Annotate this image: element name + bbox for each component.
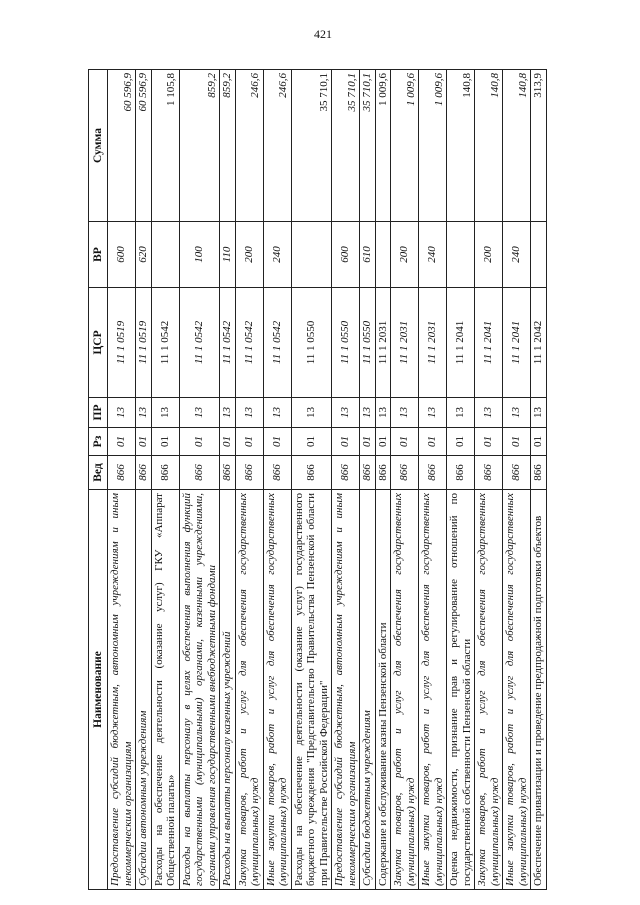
cell-csr: 11 1 0542 bbox=[179, 288, 220, 398]
cell-pr: 13 bbox=[360, 398, 376, 428]
cell-csr: 11 1 0550 bbox=[360, 288, 376, 398]
page-number: 421 bbox=[314, 27, 332, 41]
cell-rz: 01 bbox=[235, 428, 263, 456]
cell-rz: 01 bbox=[503, 428, 531, 456]
table-row bbox=[263, 70, 291, 890]
cell-sum: 60 596,9 bbox=[108, 70, 136, 222]
cell-name: Содержание и обслуживание казны Пензенской области bbox=[375, 490, 391, 890]
cell-csr: 11 1 2031 bbox=[375, 288, 391, 398]
cell-name: Иные закупки товаров, работ и услуг для обеспечения государственных (муниципальных) нужд bbox=[263, 490, 291, 890]
cell-vr: 610 bbox=[360, 222, 376, 288]
cell-sum: 246,6 bbox=[263, 70, 291, 222]
cell-pr: 13 bbox=[375, 398, 391, 428]
cell-ved: 866 bbox=[391, 456, 419, 490]
cell-sum: 140,8 bbox=[447, 70, 475, 222]
cell-pr: 13 bbox=[235, 398, 263, 428]
cell-pr: 13 bbox=[108, 398, 136, 428]
cell-name: Предоставление субсидий бюджетным, автономным учреждениям и иным некоммерческим организациям bbox=[108, 490, 136, 890]
cell-vr bbox=[375, 222, 391, 288]
table-row bbox=[108, 70, 136, 890]
cell-rz: 01 bbox=[475, 428, 503, 456]
cell-csr: 11 1 2041 bbox=[447, 288, 475, 398]
cell-sum: 35 710,1 bbox=[332, 70, 360, 222]
table-row bbox=[503, 70, 531, 890]
cell-sum: 859,2 bbox=[179, 70, 220, 222]
cell-pr: 13 bbox=[220, 398, 236, 428]
cell-vr: 620 bbox=[136, 222, 152, 288]
cell-pr: 13 bbox=[151, 398, 179, 428]
cell-pr: 13 bbox=[447, 398, 475, 428]
cell-csr: 11 1 0542 bbox=[151, 288, 179, 398]
cell-csr: 11 1 0519 bbox=[108, 288, 136, 398]
cell-name: Иные закупки товаров, работ и услуг для обеспечения государственных (муниципальных) нужд bbox=[503, 490, 531, 890]
cell-csr: 11 1 0542 bbox=[263, 288, 291, 398]
cell-csr: 11 1 2042 bbox=[531, 288, 547, 398]
cell-sum: 140,8 bbox=[503, 70, 531, 222]
cell-pr: 13 bbox=[179, 398, 220, 428]
table-row bbox=[332, 70, 360, 890]
cell-vr: 600 bbox=[108, 222, 136, 288]
header-vr: ВР bbox=[89, 222, 108, 288]
cell-csr: 11 1 2041 bbox=[475, 288, 503, 398]
cell-vr bbox=[151, 222, 179, 288]
cell-ved: 866 bbox=[263, 456, 291, 490]
cell-ved: 866 bbox=[531, 456, 547, 490]
cell-name: Предоставление субсидий бюджетным, автономным учреждениям и иным некоммерческим организациям bbox=[332, 490, 360, 890]
cell-pr: 13 bbox=[503, 398, 531, 428]
cell-ved: 866 bbox=[360, 456, 376, 490]
cell-vr: 200 bbox=[391, 222, 419, 288]
cell-pr: 13 bbox=[531, 398, 547, 428]
table-row bbox=[531, 70, 547, 890]
cell-rz: 01 bbox=[151, 428, 179, 456]
cell-sum: 60 596,9 bbox=[136, 70, 152, 222]
cell-rz: 01 bbox=[291, 428, 332, 456]
cell-sum: 1 009,6 bbox=[391, 70, 419, 222]
header-pr: ПР bbox=[89, 398, 108, 428]
table-row bbox=[179, 70, 220, 890]
header-csr: ЦСР bbox=[89, 288, 108, 398]
table-row bbox=[447, 70, 475, 890]
cell-pr: 13 bbox=[419, 398, 447, 428]
table-row bbox=[136, 70, 152, 890]
cell-name: Закупка товаров, работ и услуг для обеспечения государственных (муниципальных) нужд bbox=[391, 490, 419, 890]
cell-rz: 01 bbox=[220, 428, 236, 456]
cell-name: Расходы на выплаты персоналу в целях обеспечения выполнения функций государственными (муниципальными) органами, казенными учреждениями, органами управления государственными внебюджетными фондами bbox=[179, 490, 220, 890]
table-row bbox=[151, 70, 179, 890]
cell-name: Оценка недвижимости, признание прав и регулирование отношений по государственной собственности Пензенской области bbox=[447, 490, 475, 890]
cell-rz: 01 bbox=[360, 428, 376, 456]
cell-ved: 866 bbox=[447, 456, 475, 490]
cell-name: Закупка товаров, работ и услуг для обеспечения государственных (муниципальных) нужд bbox=[475, 490, 503, 890]
cell-rz: 01 bbox=[391, 428, 419, 456]
cell-rz: 01 bbox=[263, 428, 291, 456]
cell-pr: 13 bbox=[291, 398, 332, 428]
cell-vr bbox=[291, 222, 332, 288]
table-row bbox=[291, 70, 332, 890]
cell-vr bbox=[447, 222, 475, 288]
table-row bbox=[220, 70, 236, 890]
cell-rz: 01 bbox=[136, 428, 152, 456]
cell-ved: 866 bbox=[235, 456, 263, 490]
table-row bbox=[475, 70, 503, 890]
cell-name: Иные закупки товаров, работ и услуг для обеспечения государственных (муниципальных) нужд bbox=[419, 490, 447, 890]
cell-name: Расходы на обеспечение деятельности (оказание услуг) ГКУ «Аппарат Общественной палаты» bbox=[151, 490, 179, 890]
cell-csr: 11 1 0542 bbox=[220, 288, 236, 398]
cell-pr: 13 bbox=[136, 398, 152, 428]
cell-name: Расходы на выплаты персоналу казенных учреждений bbox=[220, 490, 236, 890]
cell-rz: 01 bbox=[419, 428, 447, 456]
cell-ved: 866 bbox=[179, 456, 220, 490]
cell-rz: 01 bbox=[108, 428, 136, 456]
cell-name: Закупка товаров, работ и услуг для обеспечения государственных (муниципальных) нужд bbox=[235, 490, 263, 890]
cell-csr: 11 1 0550 bbox=[332, 288, 360, 398]
cell-csr: 11 1 0550 bbox=[291, 288, 332, 398]
header-ved: Вед bbox=[89, 456, 108, 490]
cell-vr: 100 bbox=[179, 222, 220, 288]
cell-rz: 01 bbox=[375, 428, 391, 456]
cell-rz: 01 bbox=[179, 428, 220, 456]
cell-pr: 13 bbox=[475, 398, 503, 428]
cell-rz: 01 bbox=[332, 428, 360, 456]
header-rz: Рз bbox=[89, 428, 108, 456]
cell-name: Субсидии бюджетным учреждениям bbox=[360, 490, 376, 890]
cell-ved: 866 bbox=[375, 456, 391, 490]
cell-ved: 866 bbox=[503, 456, 531, 490]
cell-pr: 13 bbox=[263, 398, 291, 428]
rotated-table-container bbox=[88, 70, 585, 890]
cell-pr: 13 bbox=[332, 398, 360, 428]
cell-vr: 240 bbox=[419, 222, 447, 288]
cell-vr: 200 bbox=[475, 222, 503, 288]
cell-sum: 35 710,1 bbox=[360, 70, 376, 222]
cell-csr: 11 1 0519 bbox=[136, 288, 152, 398]
cell-csr: 11 1 2031 bbox=[391, 288, 419, 398]
table-row bbox=[360, 70, 376, 890]
cell-sum: 1 105,8 bbox=[151, 70, 179, 222]
cell-ved: 866 bbox=[136, 456, 152, 490]
cell-csr: 11 1 2041 bbox=[503, 288, 531, 398]
cell-vr: 200 bbox=[235, 222, 263, 288]
table-row bbox=[419, 70, 447, 890]
cell-vr: 240 bbox=[503, 222, 531, 288]
cell-csr: 11 1 0542 bbox=[235, 288, 263, 398]
cell-ved: 866 bbox=[220, 456, 236, 490]
cell-pr: 13 bbox=[391, 398, 419, 428]
cell-rz: 01 bbox=[447, 428, 475, 456]
cell-name: Субсидии автономным учреждениям bbox=[136, 490, 152, 890]
header-sum: Сумма bbox=[89, 70, 108, 222]
cell-ved: 866 bbox=[151, 456, 179, 490]
table-header-row bbox=[89, 70, 108, 890]
cell-sum: 140,8 bbox=[475, 70, 503, 222]
cell-sum: 246,6 bbox=[235, 70, 263, 222]
table-row bbox=[235, 70, 263, 890]
table-body bbox=[108, 70, 547, 890]
cell-sum: 859,2 bbox=[220, 70, 236, 222]
cell-csr: 11 1 2031 bbox=[419, 288, 447, 398]
cell-name: Расходы на обеспечение деятельности (оказание услуг) государственного бюджетного учреждения "Представительство Правительства Пензенской области при Правительстве Российской Федерации" bbox=[291, 490, 332, 890]
cell-vr bbox=[531, 222, 547, 288]
cell-ved: 866 bbox=[108, 456, 136, 490]
cell-sum: 1 009,6 bbox=[375, 70, 391, 222]
cell-sum: 313,9 bbox=[531, 70, 547, 222]
cell-ved: 866 bbox=[419, 456, 447, 490]
cell-sum: 1 009,6 bbox=[419, 70, 447, 222]
header-name: Наименование bbox=[89, 490, 108, 890]
cell-sum: 35 710,1 bbox=[291, 70, 332, 222]
cell-vr: 600 bbox=[332, 222, 360, 288]
table-row bbox=[391, 70, 419, 890]
cell-ved: 866 bbox=[332, 456, 360, 490]
cell-rz: 01 bbox=[531, 428, 547, 456]
budget-table bbox=[88, 69, 547, 890]
cell-ved: 866 bbox=[291, 456, 332, 490]
cell-ved: 866 bbox=[475, 456, 503, 490]
table-row bbox=[375, 70, 391, 890]
cell-name: Обеспечение приватизации и проведение предпродажной подготовки объектов bbox=[531, 490, 547, 890]
cell-vr: 240 bbox=[263, 222, 291, 288]
cell-vr: 110 bbox=[220, 222, 236, 288]
